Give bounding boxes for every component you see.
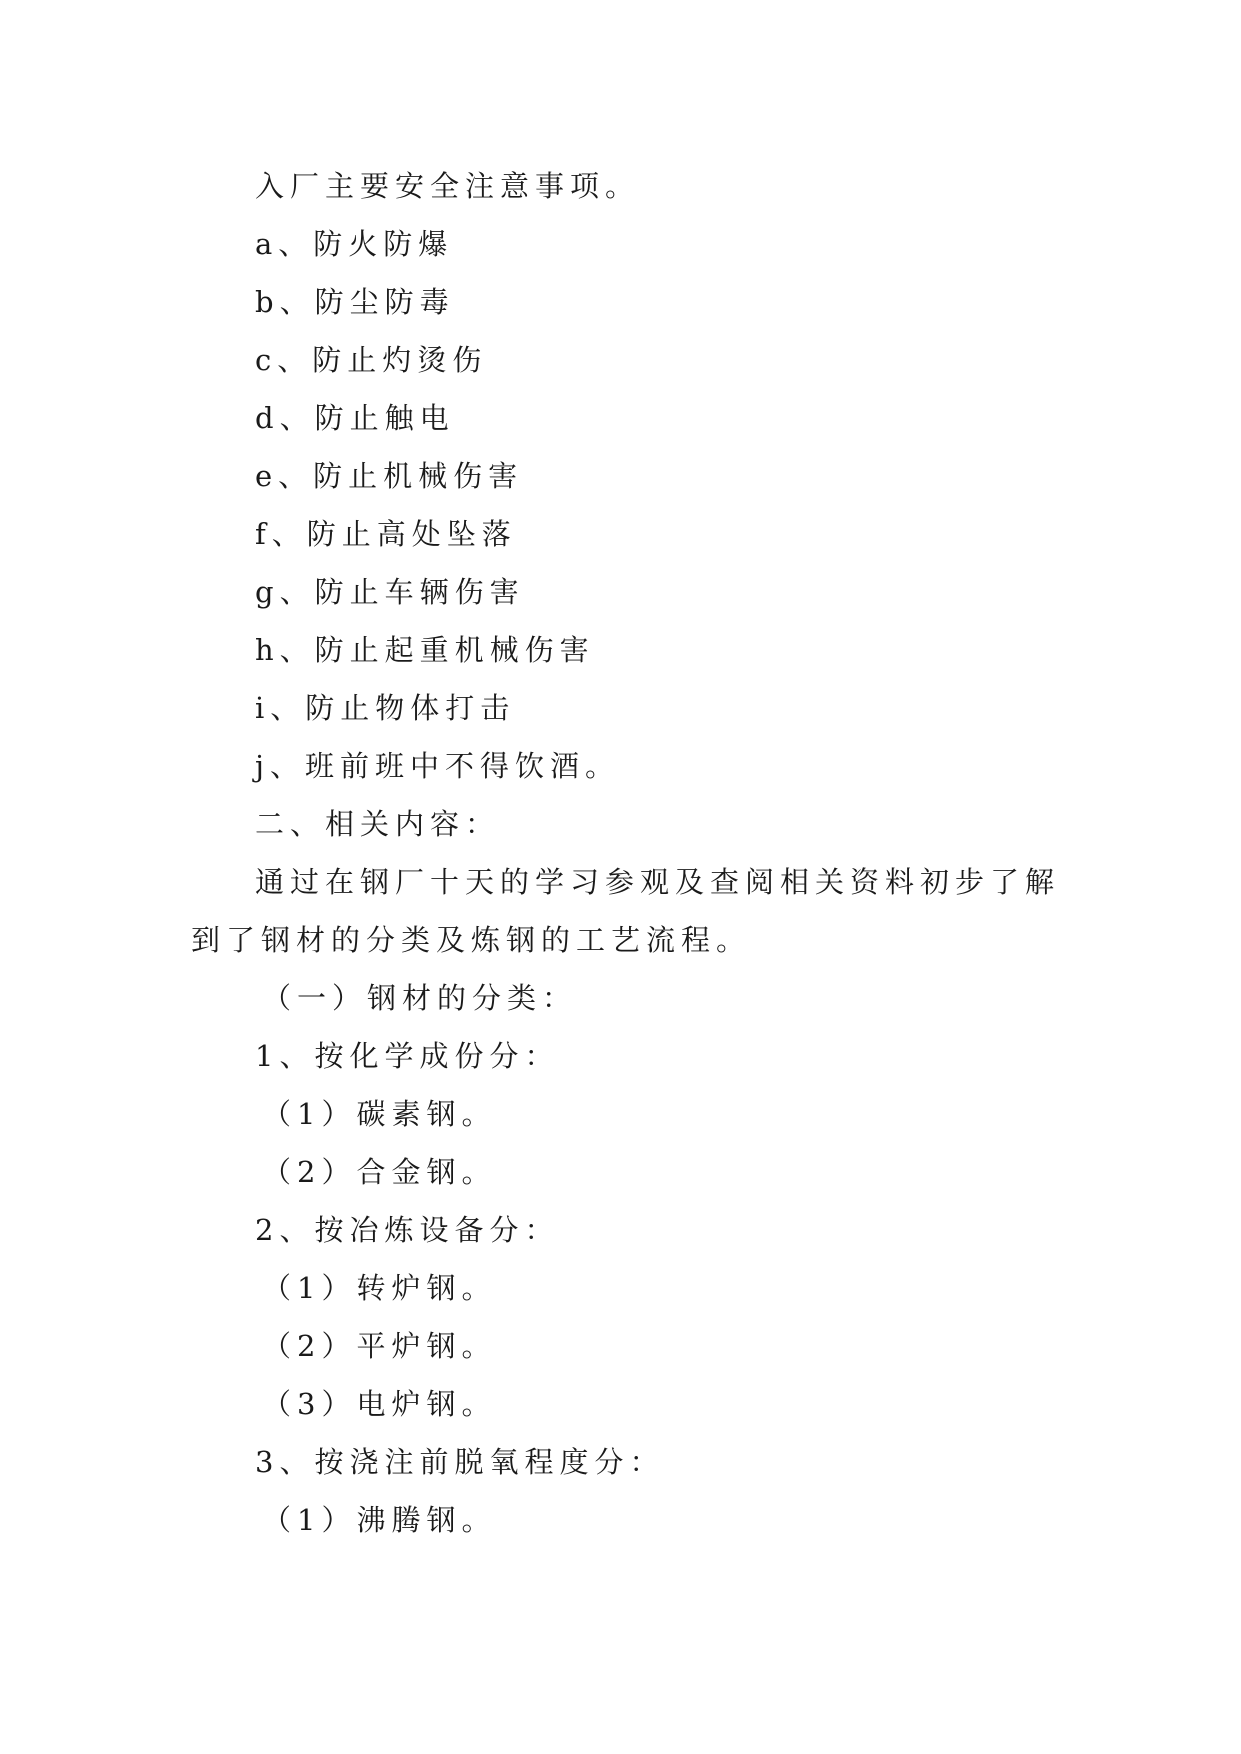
list-item: （1）转炉钢。 (262, 1271, 497, 1305)
list-item: g、防止车辆伤害 (255, 575, 525, 609)
category-heading: 1、按化学成份分： (255, 1039, 560, 1073)
paragraph-line: 通过在钢厂十天的学习参观及查阅相关资料初步了解 (255, 865, 1061, 899)
paragraph-line: 入厂主要安全注意事项。 (255, 169, 641, 203)
list-item: i、防止物体打击 (255, 691, 516, 725)
list-item: e、防止机械伤害 (255, 459, 524, 493)
list-item: （1）沸腾钢。 (262, 1503, 497, 1537)
list-item: a、防火防爆 (255, 227, 454, 261)
list-item: （2）平炉钢。 (262, 1329, 497, 1363)
category-heading: 3、按浇注前脱氧程度分： (255, 1445, 665, 1479)
list-item: （1）碳素钢。 (262, 1097, 497, 1131)
list-item: b、防尘防毒 (255, 285, 455, 319)
list-item: （2）合金钢。 (262, 1155, 497, 1189)
list-item: h、防止起重机械伤害 (255, 633, 595, 667)
list-item: c、防止灼烫伤 (255, 343, 488, 377)
list-item: d、防止触电 (255, 401, 455, 435)
subsection-heading: （一）钢材的分类： (262, 981, 578, 1015)
category-heading: 2、按冶炼设备分： (255, 1213, 560, 1247)
section-heading: 二、相关内容： (255, 807, 501, 841)
paragraph-line: 到了钢材的分类及炼钢的工艺流程。 (191, 923, 752, 957)
list-item: j、班前班中不得饮酒。 (255, 749, 620, 783)
list-item: f、防止高处坠落 (255, 517, 517, 551)
list-item: （3）电炉钢。 (262, 1387, 497, 1421)
